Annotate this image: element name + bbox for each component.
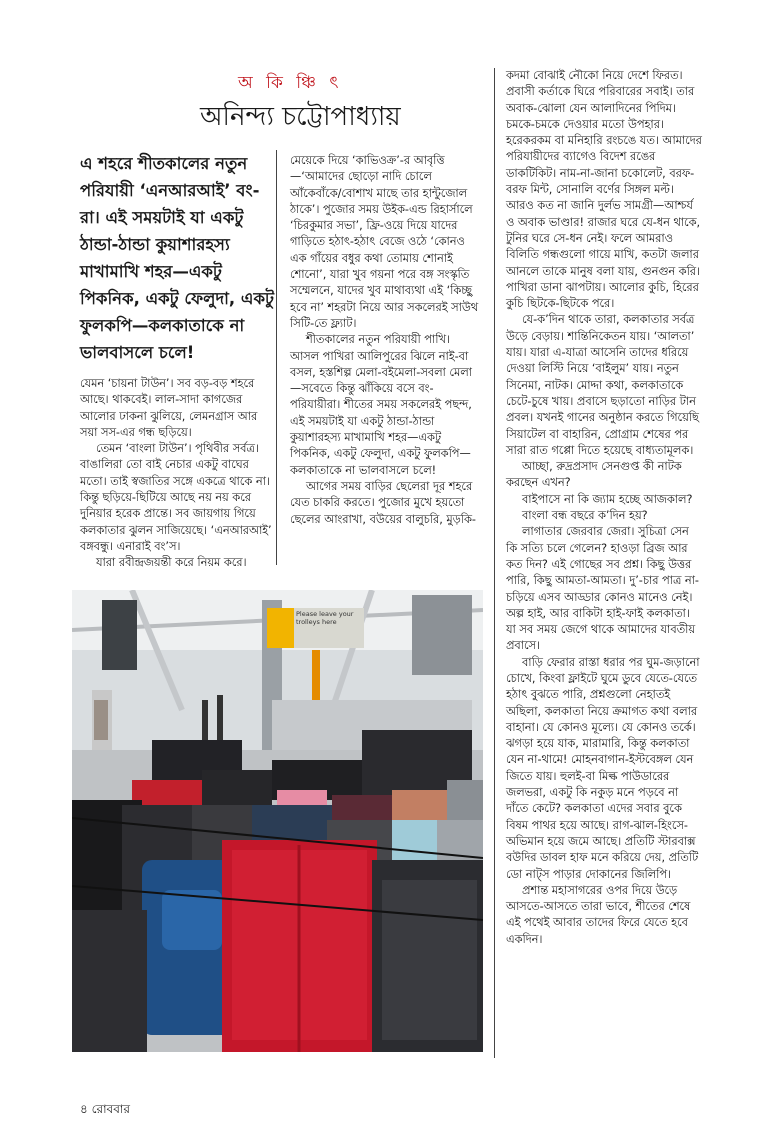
paragraph: তেমন ‘বাংলা টাউন’। পৃথিবীর সর্বত্র। বাঙালিরা তো বাই নেচার একটু বাঘের মতো। তাই স্বজাতির সঙ্গে একত্রে থাকে না। কিন্তু ছড়িয়ে-ছিটিয়ে আছে নয় নয় করে দুনিয়ার হরেক প্রান্তে। সব জায়গায় গিয়ে কলকাতার ঝুলন সাজিয়েছে। ‘এনআরআই’ বঙ্গবন্ধু। এনারাই বং’স। [80,442,272,553]
paragraph: আচ্ছা, রুদ্রপ্রসাদ সেনগুপ্ত কী নাটক করছেন এখন? [506,460,682,490]
column-1 [80,376,275,572]
column-rule [494,68,495,1058]
paragraph: যে-ক’দিন থাকে তারা, কলকাতার সর্বত্র উড়ে বেড়ায়। শান্তিনিকেতন যায়। ‘আলতা’ যায়। যারা এ-যাত্রা আসেনি তাদের ধরিয়ে দেওয়া লিস্টি নিয়ে ‘বাইলুম’ যায়। নতুন সিনেমা, নাটক। মোদ্দা কথা, কলকাতাকে চেটে-চুষে খায়। প্রবাসে ছড়াতো নাড়ির টান প্রবল। যখনই গানের অনুষ্ঠান করতে গিয়েছি সিয়াটেল বা বাহারিন, প্রোগ্রাম শেষের পর সারা রাত গপ্পো দিতে হয়েছে বাধ্যতামূলক। [506,313,699,457]
column-2 [290,153,482,528]
paragraph: যেমন ‘চায়না টাউন’। সব বড়-বড় শহরে আছে। থাকবেই। লাল-সাদা কাগজের আলোর ঢাকনা ঝুলিয়ে, লেমনগ্রাস আর সয়া সস-এর গন্ধ ছড়িয়ে। [80,377,258,439]
paragraph: প্রশান্ত মহাসাগরের ওপর দিয়ে উড়ে আসতে-আসতে তারা ভাবে, শীতের শেষে এই পথেই আবার তাদের ফিরে যেতে হবে একদিন। [506,883,691,946]
byline: অনিন্দ্য চট্টোপাধ্যায় [200,102,401,132]
paragraph: মেয়েকে দিয়ে ‘কাভিওক্র’-র আবৃত্তি—‘আমাদের ছোড়ো নাদি চোলে আঁকেবাঁকে/বোশাখ মাছে তার হান্টুজোল ঠাকে’। পুজোর সময় উইক-এন্ড রিহার্সালে ‘চিরকুমার সভা’, ফ্রি-ওয়ে দিয়ে যাদের গাড়িতে হঠাৎ-হঠাৎ বেজে ওঠে ‘কোনও এক গাঁয়ের বধুর কথা তোমায় শোনাই শোনো’, যারা খুব গয়না পরে বঙ্গ সংস্কৃতি সম্মেলনে, যাদের খুব মাথাব্যথা এই ‘কিচ্ছু হবে না’ শহরটা নিয়ে আর সকলেরই সাউথ সিটি-তে ফ্ল্যাট। [290,154,479,330]
kicker: অ কি ঞ্চি ৎ [238,73,343,93]
luggage-photo [72,590,483,1052]
paragraph: যারা রবীন্দ্রজয়ন্তী করে নিয়ম করে। [96,556,247,570]
lead-paragraph: এ শহরে শীতকালের নতুন পরিযায়ী ‘এনআরআই’ বং-রা। এই সময়টাই যা একটু ঠান্ডা-ঠান্ডা কুয়াশারহস্য মাখামাখি শহর—একটু পিকনিক, একটু ফেলুদা, একটু ফুলকপি—কলকাতাকে না ভালবাসলে চলে! [80,154,275,362]
page-footer: ৪ রোববার [80,1102,130,1116]
paragraph: বাংলা বন্ধ বছরে ক’দিন হয়? [522,509,648,523]
paragraph: বাইপাসে না কি জ্যাম হচ্ছে আজকাল? [522,492,693,506]
paragraph: লাগাতার জেরবার জেরা। সুচিত্রা সেন কি সত্যি চলে গেলেন? হাওড়া ব্রিজ আর কত দিন? এই গোছের সব প্রশ্ন। কিছু উত্তর পারি, কিছু আমতা-আমতা। দু’-চার পাত্র না-চড়িয়ে এসব আড্ডার কোনও মানেও নেই। অল্প হাই, আর বাকিটা হাই-ফাই কলকাতা। যা সব সময় জেগে থাকে আমাদের যাবতীয় প্রবাসে। [506,525,699,653]
paragraph: কদমা বোঝাই নৌকো নিয়ে দেশে ফিরত। প্রবাসী কর্তাকে ঘিরে পরিবারের সবাই। তার অবাক-ঝোলা যেন আলাদিনের পিদিম। চমকে-চমকে দেওয়ার মতো উপহার। হরেকরকম বা মনিহারি রংচঙে যত। আমাদের পরিযায়ীদের ব্যাগেও বিদেশ রঙের ডাকটিকিট। নাম-না-জানা চকোলেট, বরফ-বরফ মিন্ট, সোনালি বর্ণের সিঙ্গল মল্ট। আরও কত না জানি দুর্লভ সামগ্রী—আশ্চর্য ও অবাক ভাণ্ডার! রাজার ঘরে যে-ধন থাকে, টুনির ঘরে সে-ধন নেই। ফলে আমরাও বিলিতি গন্ধগুলো গায়ে মাখি, কতটা জলার আনলে তাকে মানুষ বলা যায়, গুনগুন করি। পাখিরা ডানা ঝাপটায়। আলোর কুচি, হিরের কুচি ছিটকে-ছিটকে পরে। [506,69,702,311]
column-3 [506,68,702,948]
paragraph: আগের সময় বাড়ির ছেলেরা দূর শহরে যেত চাকরি করতে। পুজোর মুখে হয়তো ছেলের আংরাখা, বউয়ের বালুচরি, মুড়কি- [290,479,476,526]
paragraph: শীতকালের নতুন পরিযায়ী পাখি। আসল পাখিরা আলিপুরের ঝিলে নাই-বা বসল, হস্তশিল্প মেলা-বইমেলা-সবলা মেলা—সবেতে কিন্তু ঝাঁকিয়ে বসে বং-পরিযায়ীরা। শীতের সময় সকলেরই পছন্দ, এই সময়টাই যা একটু ঠান্ডা-ঠান্ডা কুয়াশারহস্য মাখামাখি শহর—একটু পিকনিক, একটু ফেলুদা, একটু ফুলকপি—কলকাতাকে না ভালবাসলে চলে! [290,333,472,477]
luggage-photo-illustration [72,590,483,1052]
trolley-sign-text: Please leave your trolleys here [296,610,354,626]
paragraph: বাড়ি ফেরার রাস্তা ধরার পর ঘুম-জড়ানো চোখে, কিংবা ফ্লাইটে ঘুমে ডুবে যেতে-যেতে হঠাৎ বুঝতে পারি, প্রশ্নগুলো নেহাতই অছিলা, কলকাতা নিয়ে ক্রমাগত কথা বলার বাহানা। যে কোনও মূল্যে। যে কোনও তর্কে। ঝগড়া হয়ে যাক, মারামারি, কিন্তু কলকাতা যেন না-থামে! মোহনবাগান-ইস্টবেঙ্গল যেন জিতে যায়। হুলই-বা মিল্ক পাউডারের জলভরা, একটু কি নকুড় মনে পড়বে না দাঁতে কেটে? কলকাতা এদের সবার বুকে বিষম পাথর হয়ে আছে। রাগ-ঝাল-হিংসে-অভিমান হয়ে জমে আছে। প্রতিটি স্টারবাক্স বউদির ডাবল হাফ মনে করিয়ে দেয়, প্রতিটি ডো নাট্স পাড়ার দোকানের জিলিপি। [506,655,700,881]
column-rule [276,150,277,565]
